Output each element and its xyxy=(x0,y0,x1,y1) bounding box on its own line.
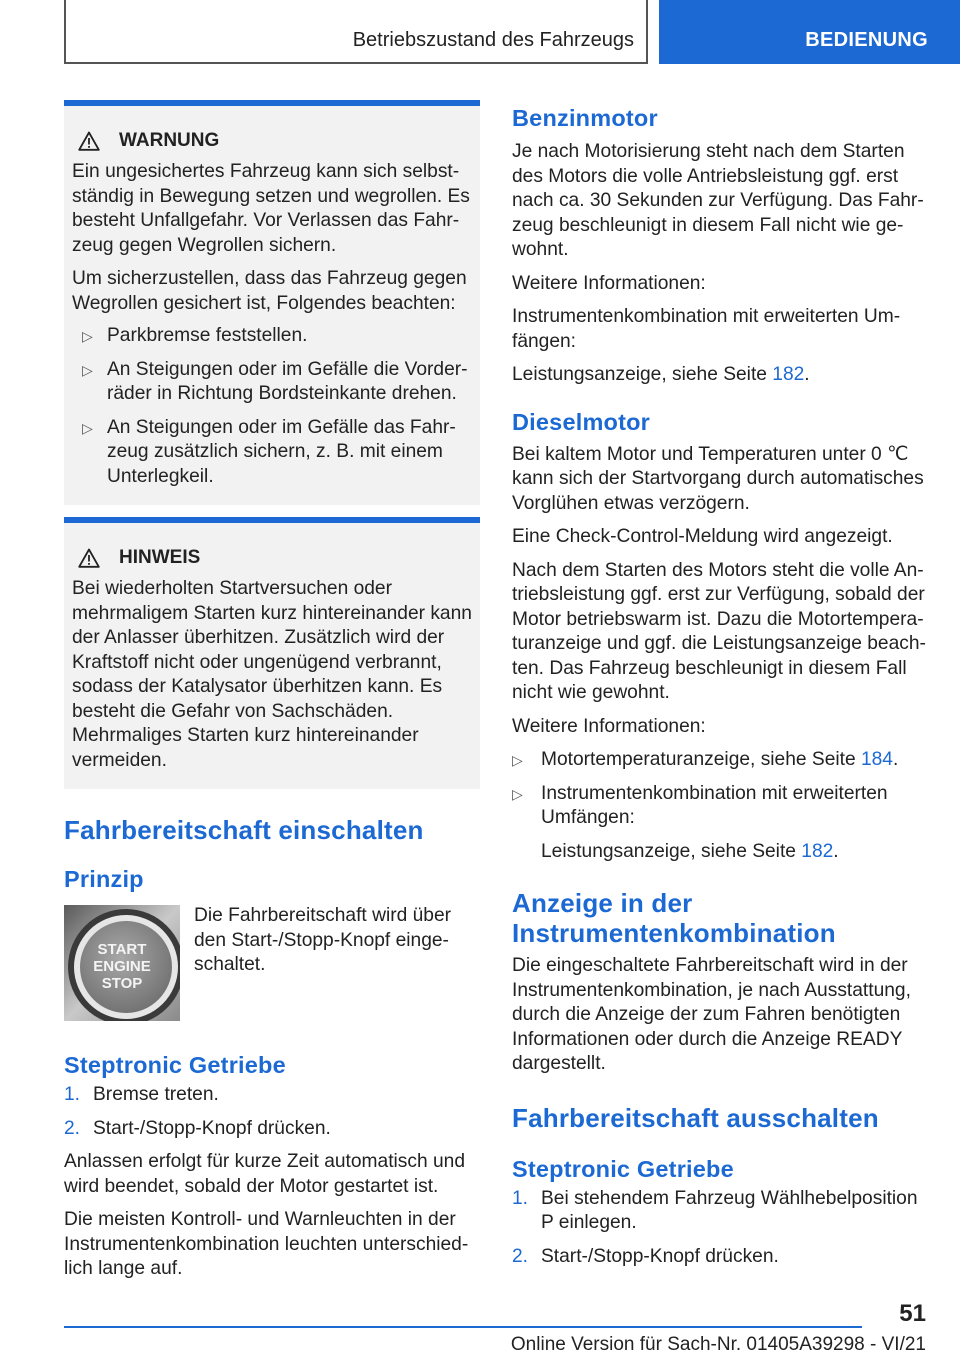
paragraph: Anlassen erfolgt für kurze Zeit automatisch und wird beendet, sobald der Motor gestartet ist. xyxy=(64,1151,466,1197)
diesel-info-list xyxy=(512,748,926,864)
ausschalten-steps xyxy=(512,1187,926,1270)
triangle-bullet-icon: ▷ xyxy=(512,752,523,768)
section-heading-einschalten: Fahrbereitschaft einschalten xyxy=(64,815,424,845)
prinzip-text: Die Fahrbereitschaft wird über den Start-/Stopp-Knopf eingeschaltet. xyxy=(194,905,452,975)
page-reference-link[interactable]: 182 xyxy=(772,364,805,385)
hinweis-text: Bei wiederholten Startversuchen oder mehrmaligem Starten kurz hintereinander kann der Anlasser überhitzen. Zusätzlich wird der Kraftstoff nicht oder ungenügend verbrannt, sodass der Katalysator überhitzen kann. Es besteht die Gefahr von Sachschäden. Mehrmaliges Starten kurz hintereinander vermeiden. xyxy=(72,578,472,771)
triangle-bullet-icon: ▷ xyxy=(82,328,93,344)
dieselmotor-heading: Dieselmotor xyxy=(512,408,651,435)
triangle-bullet-icon: ▷ xyxy=(512,785,523,802)
prinzip-heading: Prinzip xyxy=(64,866,144,892)
triangle-bullet-icon: ▷ xyxy=(82,361,93,378)
warning-text: Ein ungesichertes Fahrzeug kann sich selbstständig in Bewegung setzen und wegrollen. Es besteht Unfallgefahr. Vor Verlassen das Fahrzeug gegen Wegrollen sichern. xyxy=(72,161,470,256)
warning-box xyxy=(64,100,480,505)
warning-title: WARNUNG xyxy=(119,130,220,151)
header-chapter-label: BEDIENUNG xyxy=(805,29,928,51)
list-item: 1. Bei stehendem Fahrzeug Wählhebelposition P einlegen. xyxy=(512,1187,918,1233)
paragraph: Leistungsanzeige, siehe Seite 182. xyxy=(512,364,810,385)
footer-online-version: Online Version für Sach-Nr. 01405A39298 - VI/21 xyxy=(510,1334,926,1355)
warning-intro: Um sicherzustellen, dass das Fahrzeug gegen Wegrollen gesichert ist, Folgendes beachten: xyxy=(72,268,467,314)
page-number: 51 xyxy=(899,1300,926,1327)
list-item: 1. Bremse treten. xyxy=(64,1084,219,1105)
list-item: 2. Start-/Stopp-Knopf drücken. xyxy=(512,1245,779,1267)
triangle-bullet-icon: ▷ xyxy=(82,419,93,436)
paragraph: Bei kaltem Motor und Temperaturen unter 0 ℃ kann sich der Startvorgang durch automatisches Vorglühen etwas verzögern. xyxy=(512,443,924,514)
button-label-engine: ENGINE xyxy=(93,958,151,975)
list-item: ▷ Motortemperaturanzeige, siehe Seite 184. xyxy=(512,748,926,773)
warning-triangle-icon xyxy=(78,131,100,151)
button-label-start: START xyxy=(97,941,147,958)
hinweis-box xyxy=(64,517,480,789)
warning-triangle-icon xyxy=(78,548,100,568)
paragraph: Je nach Motorisierung steht nach dem Starten des Motors die volle Antriebsleistung ggf. erst nach ca. 30 Sekunden zur Verfügung. Das Fahrzeug beschleunigt in diesem Fall nicht wie gewohnt. xyxy=(512,141,924,260)
paragraph: Die eingeschaltete Fahrbereitschaft wird in der Instrumentenkombination, je nach Ausstattung, durch die Anzeige der zum Fahren benötigten Informationen oder durch die Anzeige READY dargestellt. xyxy=(512,955,911,1074)
header-section-title: Betriebszustand des Fahrzeugs xyxy=(352,29,634,51)
list-item: ▷ An Steigungen oder im Gefälle das Fahrzeug zusätzlich sichern, z. B. mit einem Unterlegkeil. xyxy=(82,416,456,487)
anzeige-heading: Anzeige in der Instrumentenkombination xyxy=(512,888,836,948)
button-label-stop: STOP xyxy=(101,975,143,992)
list-item: ▷ Instrumentenkombination mit erweiterten Umfängen: Leistungsanzeige, siehe Seite 182. xyxy=(512,782,888,862)
hinweis-title: HINWEIS xyxy=(119,547,201,568)
list-item: 2. Start-/Stopp-Knopf drücken. xyxy=(64,1117,331,1139)
list-item: ▷ An Steigungen oder im Gefälle die Vorderräder in Richtung Bordsteinkante drehen. xyxy=(82,358,468,404)
paragraph: Instrumentenkombination mit erweiterten Umfängen: xyxy=(512,306,901,352)
right-column xyxy=(512,100,926,1278)
paragraph: Nach dem Starten des Motors steht die volle Antriebsleistung ggf. erst zur Verfügung, sobald der Motor betriebswarm ist. Dazu die Motortemperaturanzeige und ggf. die Leistungsanzeige beachten. Das Fahrzeug beschleunigt in diesem Fall nicht wie gewohnt. xyxy=(512,559,926,703)
header-section-box xyxy=(64,0,648,64)
steptronic-heading: Steptronic Getriebe xyxy=(64,1052,286,1078)
page-reference-link[interactable]: 182 xyxy=(801,840,834,862)
start-stop-button-image xyxy=(64,905,180,1021)
paragraph: Weitere Informationen: xyxy=(512,715,706,737)
list-item: ▷ Parkbremse feststellen. xyxy=(72,324,472,349)
warning-list xyxy=(72,324,472,489)
prinzip-block xyxy=(64,905,480,1021)
steptronic-steps xyxy=(64,1083,480,1141)
paragraph: Weitere Informationen: xyxy=(512,272,706,294)
benzinmotor-heading: Benzinmotor xyxy=(512,105,658,131)
left-column xyxy=(64,100,480,1291)
paragraph: Die meisten Kontroll- und Warnleuchten in der Instrumentenkombination leuchten unterschiedlich lange auf. xyxy=(64,1209,469,1279)
footer-divider xyxy=(64,1326,862,1328)
steptronic-heading: Steptronic Getriebe xyxy=(512,1155,734,1182)
section-heading-ausschalten: Fahrbereitschaft ausschalten xyxy=(512,1102,879,1133)
page-reference-link[interactable]: 184 xyxy=(860,749,893,770)
header-chapter-tab xyxy=(659,0,960,64)
paragraph: Eine Check-Control-Meldung wird angezeigt. xyxy=(512,526,893,547)
